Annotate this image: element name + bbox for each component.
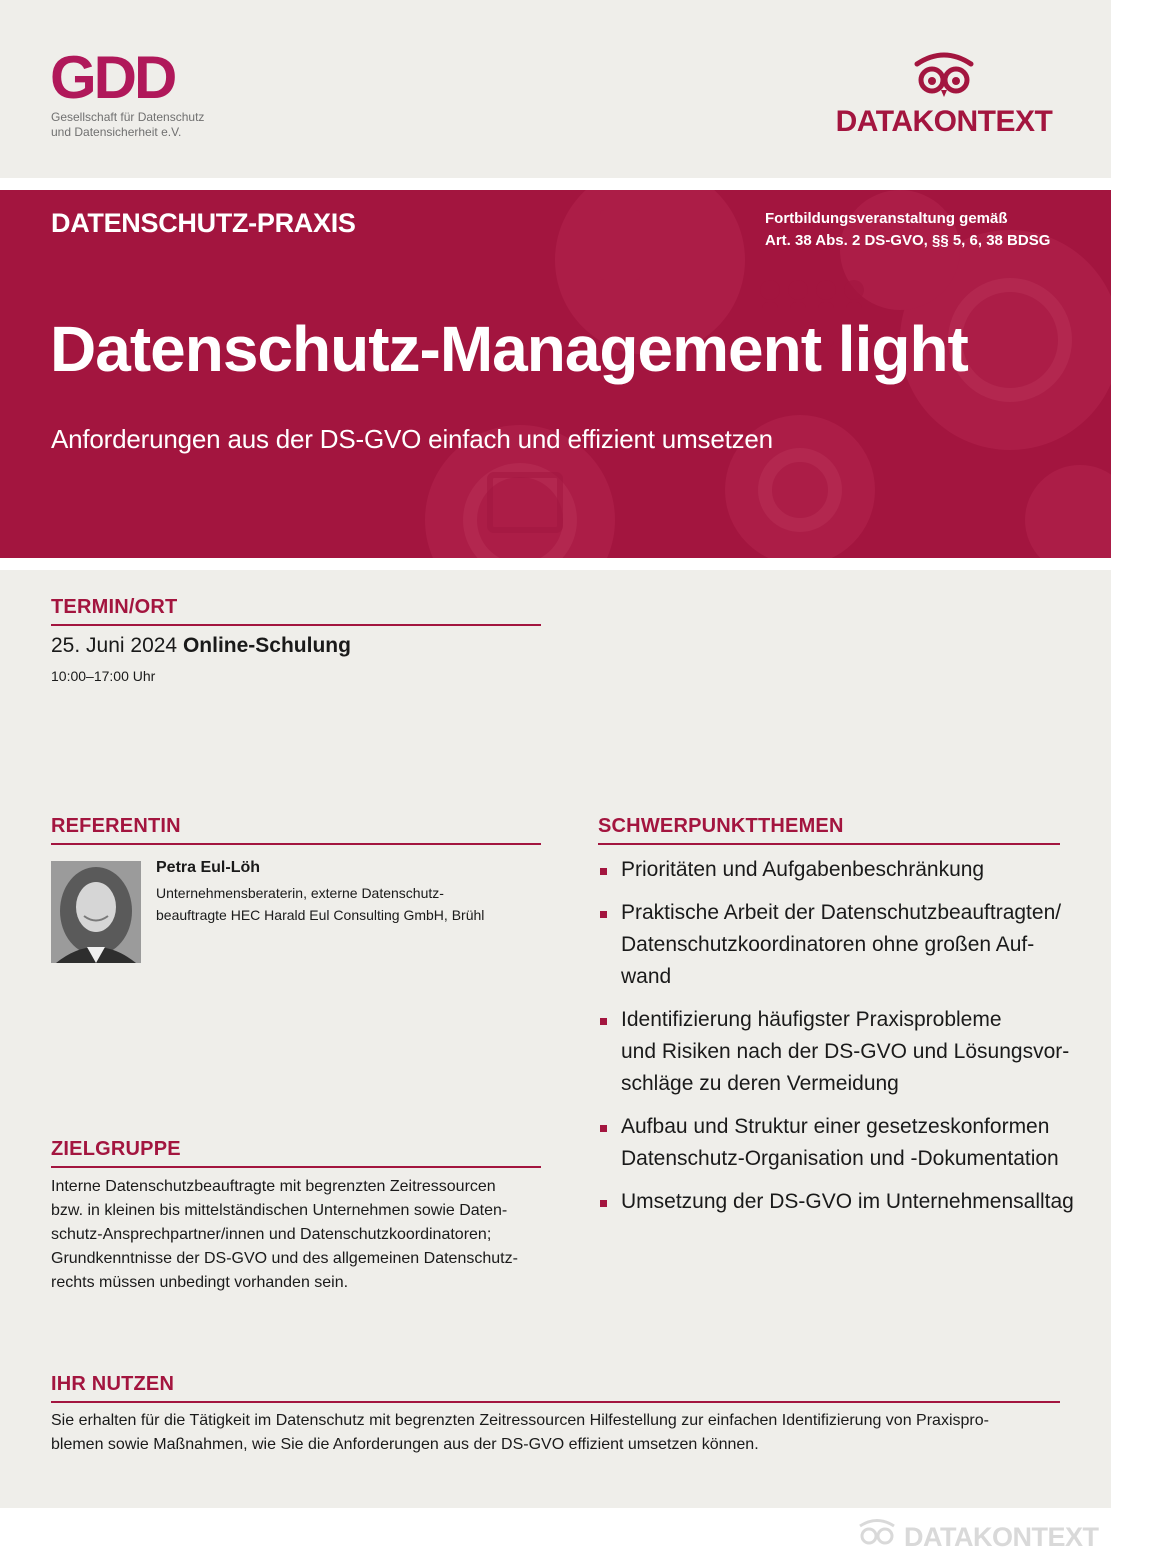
datakontext-wordmark: DATAKONTEXT bbox=[835, 105, 1053, 138]
gdd-tagline-line: Gesellschaft für Datenschutz bbox=[51, 110, 205, 124]
speaker-description bbox=[156, 882, 484, 926]
square-bullet-icon bbox=[600, 1200, 607, 1207]
square-bullet-icon bbox=[600, 1125, 607, 1132]
square-bullet-icon bbox=[600, 1018, 607, 1025]
list-item-line: Identifizierung häufigster Praxisprobleme bbox=[621, 1008, 1002, 1031]
square-bullet-icon bbox=[600, 911, 607, 918]
referentin-heading: REFERENTIN bbox=[51, 815, 541, 845]
datakontext-logo bbox=[826, 50, 1062, 137]
speaker-description-line: beauftragte HEC Harald Eul Consulting GmbH, Brühl bbox=[156, 907, 485, 923]
list-item-line: Prioritäten und Aufgabenbeschränkung bbox=[621, 858, 985, 881]
accreditation-line: Fortbildungsveranstaltung gemäß bbox=[765, 210, 1008, 227]
topics-list bbox=[598, 854, 1074, 1229]
footer-logo-graphic bbox=[858, 1517, 1112, 1553]
gdd-logo-letters: GDD bbox=[50, 48, 175, 104]
text-line: Sie erhalten für die Tätigkeit im Datenschutz mit begrenzten Zeitressourcen Hilfestellung zur einfachen Identifizierung von Praxispro- bbox=[51, 1412, 989, 1429]
event-date: 25. Juni 2024 bbox=[51, 634, 178, 657]
square-bullet-icon bbox=[600, 868, 607, 875]
text-line: Interne Datenschutzbeauftragte mit begrenzten Zeitressourcen bbox=[51, 1178, 496, 1195]
owl-icon bbox=[911, 50, 977, 100]
gdd-logo bbox=[50, 48, 200, 109]
gdd-tagline bbox=[51, 110, 204, 140]
accreditation-note bbox=[765, 208, 1050, 252]
list-item-line: Datenschutzkoordinatoren ohne großen Auf- bbox=[621, 933, 1035, 956]
speaker-photo bbox=[51, 861, 141, 963]
owl-icon bbox=[860, 1521, 894, 1544]
list-item-line: schläge zu deren Vermeidung bbox=[621, 1072, 899, 1095]
list-item-line: Umsetzung der DS-GVO im Unternehmensalltag bbox=[621, 1190, 1074, 1213]
text-line: blemen sowie Maßnahmen, wie Sie die Anforderungen aus der DS-GVO effizient umsetzen können. bbox=[51, 1436, 759, 1453]
page-title: Datenschutz-Management light bbox=[50, 313, 968, 385]
schwerpunkte-heading: SCHWERPUNKTTHEMEN bbox=[598, 815, 1060, 845]
hero-banner bbox=[0, 190, 1111, 558]
accreditation-line: Art. 38 Abs. 2 DS-GVO, §§ 5, 6, 38 BDSG bbox=[765, 232, 1051, 249]
speaker-name: Petra Eul-Löh bbox=[156, 859, 261, 876]
divider bbox=[0, 558, 1111, 570]
page-subtitle: Anforderungen aus der DS-GVO einfach und effizient umsetzen bbox=[51, 424, 773, 454]
speaker-portrait bbox=[51, 861, 141, 963]
list-item bbox=[598, 854, 1068, 886]
list-item-line: Datenschutz-Organisation und -Dokumentation bbox=[621, 1147, 1059, 1170]
termin-heading: TERMIN/ORT bbox=[51, 596, 541, 626]
nutzen-heading: IHR NUTZEN bbox=[51, 1373, 1060, 1403]
zielgruppe-heading: ZIELGRUPPE bbox=[51, 1138, 541, 1168]
footer-wordmark: DATAKONTEXT bbox=[904, 1522, 1099, 1552]
text-line: bzw. in kleinen bis mittelständischen Unternehmen sowie Daten- bbox=[51, 1202, 508, 1219]
series-label: DATENSCHUTZ-PRAXIS bbox=[51, 208, 356, 238]
list-item-line: wand bbox=[621, 965, 672, 988]
zielgruppe-text bbox=[51, 1175, 518, 1295]
list-item bbox=[598, 1186, 1074, 1218]
speaker-description-line: Unternehmensberaterin, externe Datenschutz- bbox=[156, 885, 444, 901]
footer-datakontext-logo bbox=[858, 1517, 1112, 1558]
event-location: Online-Schulung bbox=[182, 634, 351, 657]
gdd-tagline-line: und Datensicherheit e.V. bbox=[51, 125, 182, 139]
list-item bbox=[598, 1004, 1068, 1100]
text-line: schutz-Ansprechpartner/innen und Datenschutzkoordinatoren; bbox=[51, 1226, 492, 1243]
list-item-line: Praktische Arbeit der Datenschutzbeauftragten/ bbox=[621, 901, 1062, 924]
gdd-logo-graphic bbox=[50, 48, 200, 104]
nutzen-text bbox=[51, 1409, 989, 1457]
list-item-line: Aufbau und Struktur einer gesetzeskonformen bbox=[621, 1115, 1050, 1138]
list-item bbox=[598, 1111, 1068, 1175]
divider bbox=[0, 178, 1111, 190]
list-item-line: und Risiken nach der DS-GVO und Lösungsvor- bbox=[621, 1040, 1070, 1063]
event-time: 10:00–17:00 Uhr bbox=[51, 668, 156, 684]
list-item bbox=[598, 897, 1068, 993]
event-date-location bbox=[51, 634, 351, 658]
text-line: Grundkenntnisse der DS-GVO und des allgemeinen Datenschutz- bbox=[51, 1250, 518, 1267]
text-line: rechts müssen unbedingt vorhanden sein. bbox=[51, 1274, 349, 1291]
